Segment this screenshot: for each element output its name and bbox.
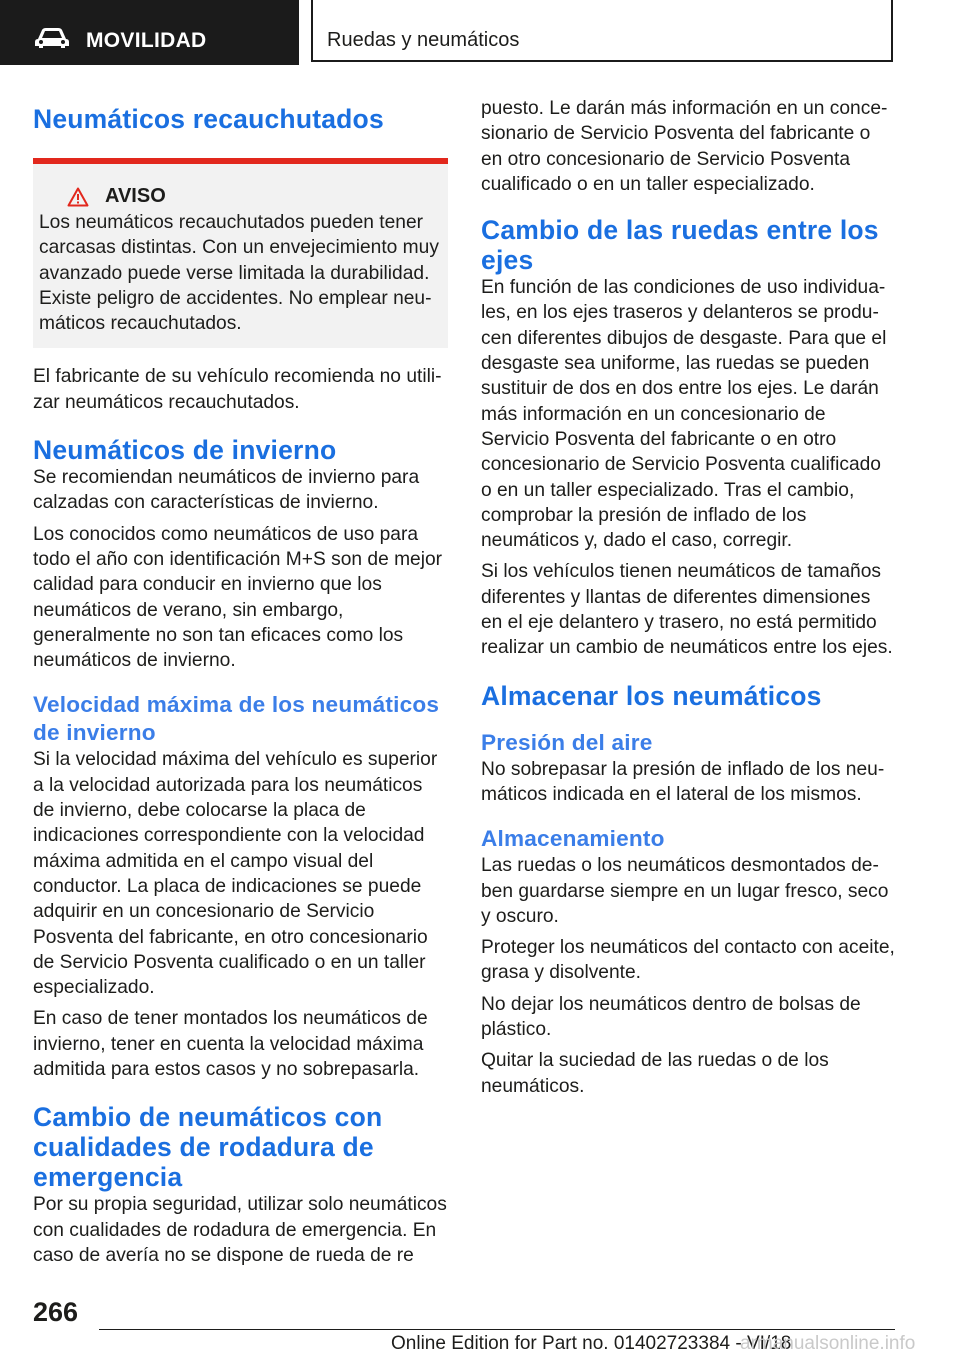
chapter-tab (311, 0, 893, 62)
heading-winter-tires: Neumáticos de invierno (33, 435, 337, 466)
warning-title: AVISO (105, 185, 166, 207)
paragraph: puesto. Le darán más información en un concesionario de Servicio Posventa del fabricante o en otro concesionario de Servicio Posventa cualificado o en un taller especializado. (481, 98, 888, 195)
paragraph: No dejar los neumáticos dentro de bolsas de plástico. (481, 993, 861, 1041)
heading-winter-max-speed: Velocidad máxima de los neumáticos de invierno (33, 692, 440, 746)
paragraph: Los conocidos como neumáticos de uso para todo el año con identificación M+S son de mejor calidad para conducir en invierno que los neumáticos de verano, sin embargo, generalmente no son tan eficaces como los neumáticos de invierno. (33, 523, 443, 672)
heading-air-pressure: Presión del aire (481, 729, 653, 755)
paragraph: Proteger los neumáticos del contacto con aceite, grasa y disolvente. (481, 937, 895, 984)
warning-triangle-icon (67, 187, 89, 207)
page-number: 266 (33, 1297, 79, 1327)
heading-storage: Almacenamiento (481, 826, 665, 852)
warning-box (33, 158, 448, 348)
heading-axle-swap: Cambio de las ruedas entre los ejes (481, 215, 879, 276)
paragraph: No sobrepasar la presión de inflado de los neumáticos indicada en el lateral de los mismos. (481, 758, 885, 805)
heading-runflat-change: Cambio de neumáticos con cualidades de rodadura de emergencia (33, 1102, 383, 1193)
warning-text: Los neumáticos recauchutados pueden tener carcasas distintas. Con un envejecimiento muy avanzado puede verse limitada la durabilidad. Existe peligro de accidentes. No emplear neumáticos recauchutados. (39, 212, 439, 335)
right-column (481, 96, 896, 1105)
paragraph: Si los vehículos tienen neumáticos de tamaños diferentes y llantas de diferentes dimensiones en el eje delantero y trasero, no está permitido realizar un cambio de neumáticos entre los ejes. (481, 561, 893, 659)
section-tab (0, 0, 299, 65)
paragraph: En función de las condiciones de uso individuales, en los ejes traseros y delanteros se producen diferentes dibujos de desgaste. Para que el desgaste sea uniforme, las ruedas se pueden sustituir de dos en dos entre los ejes. Le darán más información en un concesionario de Servicio Posventa del fabricante o en otro concesionario de Servicio Posventa cualificado o en un taller especializado. Tras el cambio, comprobar la presión de inflado de los neumáticos y, dado el caso, corregir. (481, 277, 887, 552)
car-icon (34, 27, 70, 49)
heading-retreaded-tires: Neumáticos recauchutados (33, 104, 384, 134)
paragraph: Por su propia seguridad, utilizar solo neumáticos con cualidades de rodadura de emergencia. En caso de avería no se dispone de rueda de re (33, 1194, 447, 1266)
paragraph: El fabricante de su vehículo recomienda no utilizar neumáticos recauchutados. (33, 366, 442, 413)
paragraph: En caso de tener montados los neumáticos de invierno, tener en cuenta la velocidad máxima admitida para estos casos y no sobrepasarla. (33, 1008, 428, 1081)
footer-divider (99, 1329, 895, 1330)
left-column (33, 96, 448, 1274)
watermark-site: armanualsonline.info (740, 1333, 916, 1354)
paragraph: Quitar la suciedad de las ruedas o de los neumáticos. (481, 1050, 829, 1097)
section-label: MOVILIDAD (86, 29, 207, 52)
heading-storing-tires: Almacenar los neumáticos (481, 680, 822, 711)
paragraph: Si la velocidad máxima del vehículo es superior a la velocidad autorizada para los neumáticos de invierno, debe colocarse la placa de indicaciones correspondiente con la velocidad máxima admitida en el campo visual del conductor. La placa de indicaciones se puede adquirir en un concesionario de Servicio Posventa del fabricante, en otro concesionario de Servicio Posventa cualificado o en un taller especializado. (33, 749, 438, 999)
chapter-label: Ruedas y neumáticos (327, 29, 520, 51)
paragraph: Las ruedas o los neumáticos desmontados deben guardarse siempre en un lugar fresco, seco y oscuro. (481, 855, 889, 927)
edition-text: Online Edition for Part no. 01402723384 - VI/18 (391, 1333, 792, 1354)
paragraph: Se recomiendan neumáticos de invierno para calzadas con características de invierno. (33, 467, 420, 514)
